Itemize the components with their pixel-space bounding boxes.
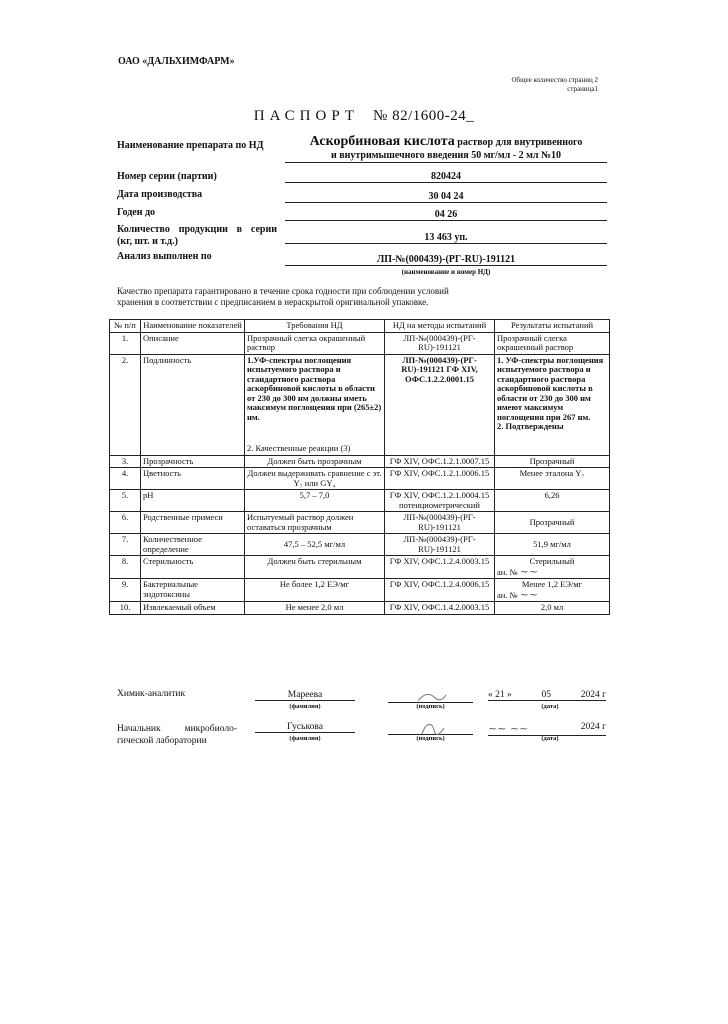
row-number: 1. (110, 332, 141, 354)
quantity-label-2: (кг, шт. и т.д.) (117, 236, 178, 247)
document-title (0, 108, 728, 125)
row-result: 6,26 (495, 490, 610, 512)
page-counter (512, 76, 599, 94)
row-method: ГФ XIV, ОФС.1.2.4.0003.15 (385, 556, 495, 579)
row-requirement: Должен быть стерильным (245, 556, 385, 579)
analysis-number-label: ан. № (497, 566, 518, 577)
row-requirement: Не менее 2,0 мл (245, 602, 385, 615)
row-number: 6. (110, 512, 141, 534)
product-name (285, 135, 607, 163)
row-indicator: Родственные примеси (141, 512, 245, 534)
row-indicator: Извлекаемый объем (141, 602, 245, 615)
head-date-caption: (дата) (541, 735, 559, 742)
row-result: Прозрачный (495, 455, 610, 468)
row-requirement: Испытуемый раствор должен оставаться прозрачным (245, 512, 385, 534)
row-result: 51,9 мг/мл (495, 534, 610, 556)
series-value: 820424 (285, 171, 607, 183)
table-row (110, 579, 610, 602)
expiry-value: 04 26 (285, 209, 607, 221)
column-header-indicator: Наименование показателей (141, 320, 245, 333)
row-result-secondary (497, 564, 607, 578)
head-label-2: гической лаборатории (117, 736, 207, 746)
column-header-results: Результаты испытаний (495, 320, 610, 333)
product-label: Наименование препарата по НД (117, 140, 264, 151)
row-requirement: Прозрачный слегка окрашенный раствор (245, 332, 385, 354)
chemist-signature-line (388, 690, 473, 703)
row-method: ГФ XIV, ОФС.1.2.4.0006.15 (385, 579, 495, 602)
head-surname-caption: (фамилия) (289, 735, 321, 742)
head-date-year: 2024 г (580, 722, 606, 732)
row-result: Прозрачный (495, 512, 610, 534)
chemist-date-year: 2024 г (580, 690, 606, 700)
row-requirement: Не более 1,2 ЕЭ/мг (245, 579, 385, 602)
product-name-main: Аскорбиновая кислота (309, 134, 455, 149)
row-indicator: Стерильность (141, 556, 245, 579)
row-method: ЛП-№(000439)-(РГ-RU)-191121 ГФ XIV, ОФС.1.2.2.0001.15 (385, 354, 495, 455)
product-name-rest1: раствор для внутривенного (454, 137, 583, 148)
table-row (110, 332, 610, 354)
row-requirement: 47,5 – 52,5 мг/мл (245, 534, 385, 556)
head-signature-caption: (подпись) (416, 735, 445, 742)
row-number: 3. (110, 455, 141, 468)
table-row (110, 512, 610, 534)
row-result (495, 579, 610, 602)
row-requirement: Должен выдерживать сравнение с эт. Y₇ или GY₄ (245, 468, 385, 490)
chemist-surname-caption: (фамилия) (289, 703, 321, 710)
guarantee-text (117, 286, 617, 308)
row-indicator: Количественное определение (141, 534, 245, 556)
head-date-handwritten: ~~ ~~ (488, 722, 529, 735)
expiry-label: Годен до (117, 207, 156, 218)
chemist-signature-caption: (подпись) (416, 703, 445, 710)
row-method: ГФ XIV, ОФС.1.2.1.0004.15 потенциометрический (385, 490, 495, 512)
chemist-signature-mark (388, 691, 473, 703)
column-header-methods: НД на методы испытаний (385, 320, 495, 333)
chemist-date-caption: (дата) (541, 703, 559, 710)
row-indicator: Прозрачность (141, 455, 245, 468)
row-method: ГФ XIV, ОФС.1.2.1.0006.15 (385, 468, 495, 490)
row-method: ГФ XIV, ОФС.1.4.2.0003.15 (385, 602, 495, 615)
row-result-secondary (497, 587, 607, 601)
head-signature-mark (388, 722, 473, 736)
quantity-label-1: Количество продукции в серии (117, 224, 277, 235)
row-requirement: 5,7 – 7,0 (245, 490, 385, 512)
head-signature-line (388, 722, 473, 735)
row-method: ЛП-№(000439)-(РГ-RU)-191121 (385, 332, 495, 354)
row-method: ГФ XIV, ОФС.1.2.1.0007.15 (385, 455, 495, 468)
row-indicator: Бактериальные эндотоксины (141, 579, 245, 602)
row-result: Менее эталона Y₇ (495, 468, 610, 490)
row-requirement-secondary: 2. Качественные реакции (3) (247, 443, 351, 453)
guarantee-line-1: Качество препарата гарантировано в течение срока годности при соблюдении условий (117, 286, 449, 296)
row-result-main: Менее 1,2 ЕЭ/мг (521, 579, 583, 589)
table-row (110, 468, 610, 490)
row-requirement: Должен быть прозрачным (245, 455, 385, 468)
table-row (110, 602, 610, 615)
chemist-date-day: « 21 » (488, 690, 512, 700)
table-row (110, 534, 610, 556)
column-header-requirements: Требования НД (245, 320, 385, 333)
row-number: 10. (110, 602, 141, 615)
row-method: ЛП-№(000439)-(РГ-RU)-191121 (385, 512, 495, 534)
row-requirement-main: 1.УФ-спектры поглощения испытуемого раствора и стандартного раствора аскорбиновой кислоты в области от 230 до 300 нм должны иметь максимум поглощения при (265±2) нм. (247, 354, 382, 422)
quantity-value: 13 463 уп. (285, 232, 607, 244)
row-indicator: Цветность (141, 468, 245, 490)
row-number: 9. (110, 579, 141, 602)
handwritten-number: ~~ (519, 587, 539, 601)
head-date (488, 722, 606, 736)
chemist-name: Мареева (255, 690, 355, 701)
row-number: 8. (110, 556, 141, 579)
row-number: 4. (110, 468, 141, 490)
guarantee-line-2: хранения в соответствии с предписанием в нераскрытой оригинальной упаковке. (117, 297, 429, 307)
series-label: Номер серии (партии) (117, 171, 217, 182)
table-row (110, 490, 610, 512)
row-result: 2,0 мл (495, 602, 610, 615)
row-number: 7. (110, 534, 141, 556)
table-header-row (110, 320, 610, 333)
row-indicator: Описание (141, 332, 245, 354)
analysis-caption: (наименование и номер НД) (401, 268, 491, 276)
row-result: Прозрачный слегка окрашенный раствор (495, 332, 610, 354)
row-indicator: pH (141, 490, 245, 512)
head-label-1: Начальник микробиоло- (117, 724, 237, 734)
row-number: 2. (110, 354, 141, 455)
row-result-secondary: 2. Подтверждены (497, 421, 564, 431)
analysis-value: ЛП-№(000439)-(РГ-RU)-191121 (285, 254, 607, 266)
row-indicator: Подлинность (141, 354, 245, 455)
chemist-date-month: 05 (541, 690, 551, 700)
analysis-label: Анализ выполнен по (117, 251, 212, 262)
table-row (110, 354, 610, 455)
results-table (109, 319, 610, 615)
head-name: Гуськова (255, 722, 355, 733)
row-result-main: Стерильный (529, 556, 575, 566)
row-requirement (245, 354, 385, 455)
organization-name: ОАО «ДАЛЬХИМФАРМ» (118, 56, 235, 67)
row-number: 5. (110, 490, 141, 512)
analysis-number-label: ан. № (497, 589, 518, 600)
page-number: страница1 (567, 85, 598, 93)
table-row (110, 556, 610, 579)
table-row (110, 455, 610, 468)
row-method: ЛП-№(000439)-(РГ-RU)-191121 (385, 534, 495, 556)
row-result (495, 354, 610, 455)
row-result-main: 1. УФ-спектры поглощения испытуемого раствора и стандартного раствора аскорбиновой кислоты в области от 230 до 300 нм имеют максимум поглощения при 267 нм. (497, 354, 604, 422)
passport-number: № 82/1600-24_ (373, 108, 475, 124)
handwritten-number: ~~ (519, 564, 539, 578)
production-date-value: 30 04 24 (285, 191, 607, 203)
column-header-number: № п/п (110, 320, 141, 333)
chemist-date (488, 690, 606, 701)
total-pages: Общее количество страниц 2 (511, 76, 598, 84)
product-name-rest2: и внутримышечного введения 50 мг/мл - 2 мл №10 (285, 149, 607, 163)
production-date-label: Дата производства (117, 189, 203, 200)
chemist-label: Химик-аналитик (117, 689, 186, 699)
row-result (495, 556, 610, 579)
title-label: ПАСПОРТ (253, 108, 360, 124)
